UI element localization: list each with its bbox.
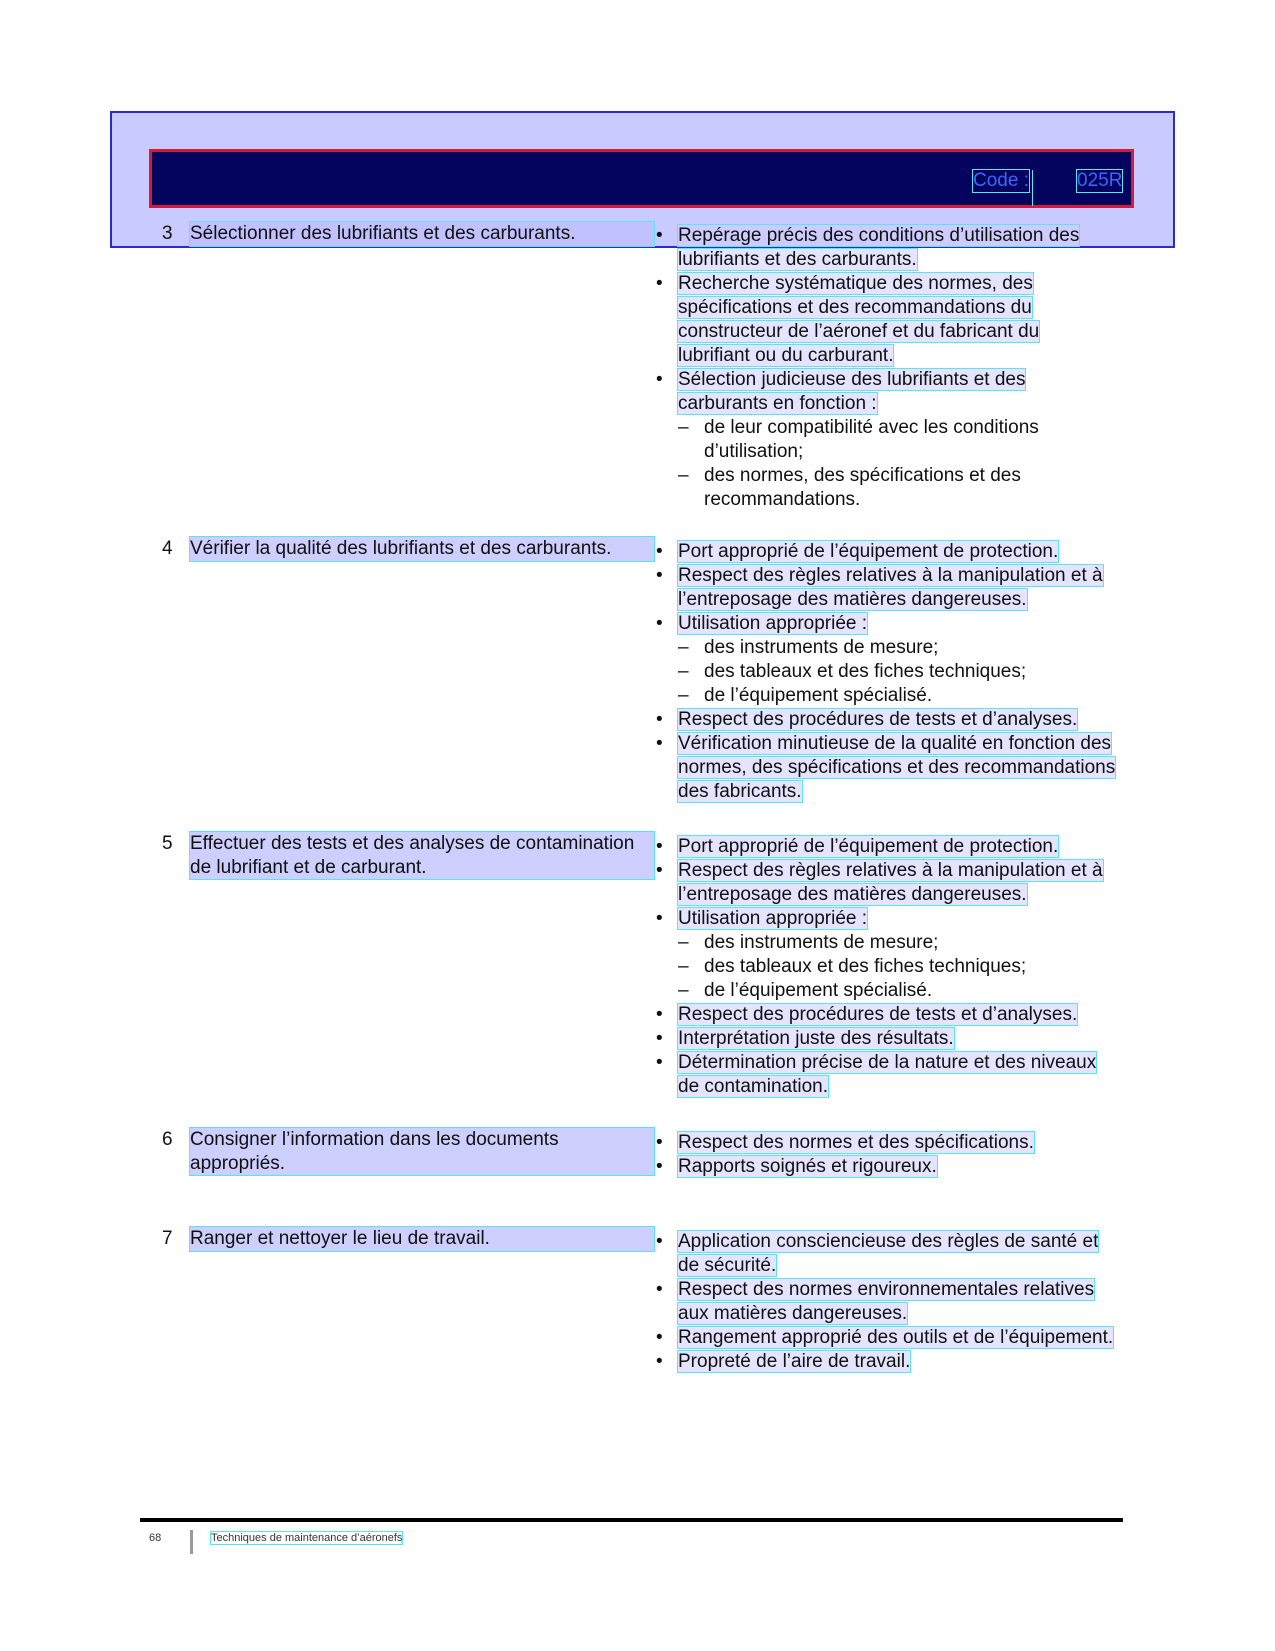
criterion: • Propreté de l’aire de travail.	[656, 1351, 911, 1372]
criterion: • Respect des procédures de tests et d’analyses.	[656, 1004, 1078, 1025]
sub-criterion: – des instruments de mesure;	[678, 932, 939, 953]
criterion: • Application consciencieuse des règles de santé et de sécurité.	[656, 1231, 1099, 1276]
criterion: • Port approprié de l’équipement de protection.	[656, 836, 1059, 857]
criterion: • Repérage précis des conditions d’utilisation des lubrifiants et des carburants.	[656, 225, 1080, 270]
footer-page-number: 68	[149, 1532, 162, 1544]
step-text: Effectuer des tests et des analyses de contamination de lubrifiant et de carburant.	[190, 832, 654, 879]
code-label: Code :	[973, 170, 1029, 191]
criterion: • Utilisation appropriée :	[656, 613, 868, 634]
criterion: • Rapports soignés et rigoureux.	[656, 1156, 937, 1177]
criterion: • Respect des règles relatives à la manipulation et à l’entreposage des matières dangereuses.	[656, 565, 1103, 610]
sub-criterion: – des normes, des spécifications et des recommandations.	[678, 465, 1021, 510]
criterion: • Utilisation appropriée :	[656, 908, 868, 929]
criterion: • Respect des normes et des spécifications.	[656, 1132, 1034, 1153]
step-number: 6	[162, 1129, 173, 1150]
criterion: • Détermination précise de la nature et des niveaux de contamination.	[656, 1052, 1097, 1097]
criterion: • Respect des règles relatives à la manipulation et à l’entreposage des matières dangereuses.	[656, 860, 1103, 905]
criterion: • Port approprié de l’équipement de protection.	[656, 541, 1059, 562]
criteria-list-7	[656, 1230, 1116, 1374]
step-number: 3	[162, 223, 173, 244]
sub-criterion: – de l’équipement spécialisé.	[678, 980, 933, 1001]
sub-criterion: – de leur compatibilité avec les conditions d’utilisation;	[678, 417, 1039, 462]
criteria-list-4	[656, 540, 1116, 804]
sub-criterion: – des instruments de mesure;	[678, 637, 939, 658]
footer-separator	[190, 1530, 193, 1554]
step-text: Ranger et nettoyer le lieu de travail.	[190, 1227, 654, 1251]
step-number: 4	[162, 538, 173, 559]
step-number: 7	[162, 1228, 173, 1249]
criteria-list-3	[656, 224, 1116, 512]
criterion: • Respect des procédures de tests et d’analyses.	[656, 709, 1078, 730]
step-text: Consigner l’information dans les documents appropriés.	[190, 1128, 654, 1175]
footer-title: Techniques de maintenance d’aéronefs	[211, 1532, 403, 1544]
footer-rule	[140, 1518, 1123, 1522]
criterion: • Rangement approprié des outils et de l’équipement.	[656, 1327, 1114, 1348]
sub-criterion: – des tableaux et des fiches techniques;	[678, 956, 1027, 977]
criterion: • Sélection judicieuse des lubrifiants et des carburants en fonction :	[656, 369, 1026, 414]
step-text: Sélectionner des lubrifiants et des carburants.	[190, 222, 654, 246]
criterion: • Interprétation juste des résultats.	[656, 1028, 954, 1049]
criterion: • Respect des normes environnementales relatives aux matières dangereuses.	[656, 1279, 1095, 1324]
criteria-list-5	[656, 835, 1116, 1099]
criterion: • Vérification minutieuse de la qualité en fonction des normes, des spécifications et des recommandations des fabricants.	[656, 733, 1116, 802]
code-value: 025R	[1077, 170, 1123, 191]
criteria-list-6	[656, 1131, 1116, 1179]
step-text: Vérifier la qualité des lubrifiants et des carburants.	[190, 537, 654, 561]
code-separator	[1032, 170, 1033, 206]
sub-criterion: – des tableaux et des fiches techniques;	[678, 661, 1027, 682]
step-number: 5	[162, 833, 173, 854]
sub-criterion: – de l’équipement spécialisé.	[678, 685, 933, 706]
criterion: • Recherche systématique des normes, des spécifications et des recommandations du constructeur de l’aéronef et du fabricant du lubrifiant ou du carburant.	[656, 273, 1040, 366]
